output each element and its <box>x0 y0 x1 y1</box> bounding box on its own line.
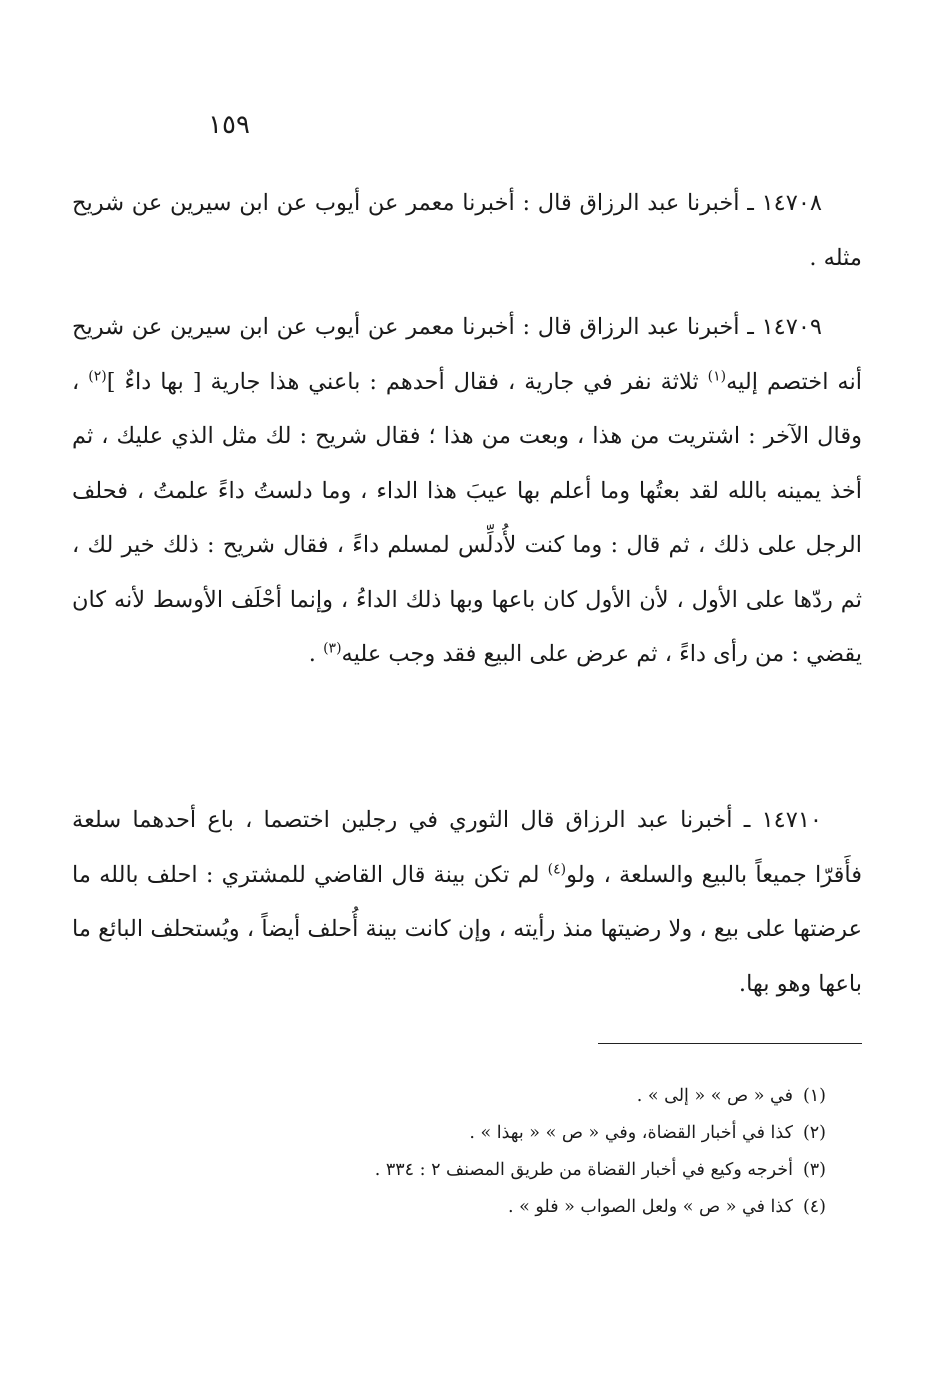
footnote-ref-2: (٢) <box>88 368 107 384</box>
footnote-text: كذا في أخبار القضاة، وفي « ص » « بهذا » . <box>469 1123 793 1143</box>
footnote-number: (١) <box>802 1086 826 1106</box>
paragraph-body-part-4: . <box>308 641 324 667</box>
footnote-item <box>126 1152 826 1189</box>
footnote-number: (٤) <box>802 1197 826 1217</box>
paragraph-14708 <box>72 176 862 285</box>
hadith-number: ١٤٧١٠ <box>761 807 822 833</box>
paragraph-body-part-1: ـ أخبرنا عبد الرزاق قال الثوري في رجلين اختصما ، باع أحدهما سلعة فأَقرّا جميعاً بالبيع والسلعة ، ولو <box>72 807 862 888</box>
footnote-text: في « ص » « إلى » . <box>636 1086 793 1106</box>
footnote-text: أخرجه وكيع في أخبار القضاة من طريق المصنف ٢ : ٣٣٤ . <box>374 1160 793 1180</box>
paragraph-14709 <box>72 300 862 682</box>
footnote-item <box>126 1115 826 1152</box>
paragraph-body-part-1: ـ أخبرنا عبد الرزاق قال : أخبرنا معمر عن أيوب عن ابن سيرين عن شريح أنه اختصم إليه <box>72 314 862 395</box>
paragraph-text <box>72 300 862 682</box>
paragraph-body-part-2: لم تكن بينة قال القاضي للمشتري : احلف بالله ما عرضتها على بيع ، ولا رضيتها منذ رأيته ، وإن كانت بينة أُحلف أيضاً ، ويُستحلف البائع ما باعها وهو بها. <box>72 861 862 997</box>
hadith-number: ١٤٧٠٩ <box>761 314 822 340</box>
footnote-text: كذا في « ص » ولعل الصواب « فلو » . <box>508 1197 793 1217</box>
footnote-number: (٢) <box>802 1123 826 1143</box>
page-number: ١٥٩ <box>208 110 250 140</box>
footnotes <box>126 1078 826 1226</box>
paragraph-body: ـ أخبرنا عبد الرزاق قال : أخبرنا معمر عن أيوب عن ابن سيرين عن شريح مثله . <box>72 190 862 271</box>
paragraph-14710 <box>72 793 862 1011</box>
footnote-item <box>126 1189 826 1226</box>
paragraph-body-part-2: ثلاثة نفر في جارية ، فقال أحدهم : باعني هذا جارية [ بها داءٌ ] <box>106 368 708 395</box>
footnote-number: (٣) <box>802 1160 826 1180</box>
paragraph-text <box>72 793 862 1011</box>
footnote-ref-3: (٣) <box>323 640 342 657</box>
footnote-item <box>126 1078 826 1115</box>
footnote-separator-rule <box>598 1043 862 1044</box>
hadith-number: ١٤٧٠٨ <box>761 190 822 216</box>
footnote-ref-4: (٤) <box>547 861 567 877</box>
paragraph-text <box>72 176 862 285</box>
footnote-ref-1: (١) <box>707 368 727 384</box>
paragraph-body-part-3: ، وقال الآخر : اشتريت من هذا ، وبعت من هذا ؛ فقال شريح : لك مثل الذي عليك ، ثم أخذ يمينه بالله لقد بعتُها وما أعلم بها عيبَ هذا الداء ، وما دلستُ داءً علمتُ ، فحلف الرجل على ذلك ، ثم قال : وما كنت لأُدلِّس لمسلم داءً ، فقال شريح : ذلك خير لك ، ثم ردّها على الأول ، لأن الأول كان باعها وبها ذلك الداءُ ، وإنما أحْلَف الأوسط لأنه كان يقضي : من رأى داءً ، ثم عرض على البيع فقد وجب عليه <box>72 368 862 667</box>
